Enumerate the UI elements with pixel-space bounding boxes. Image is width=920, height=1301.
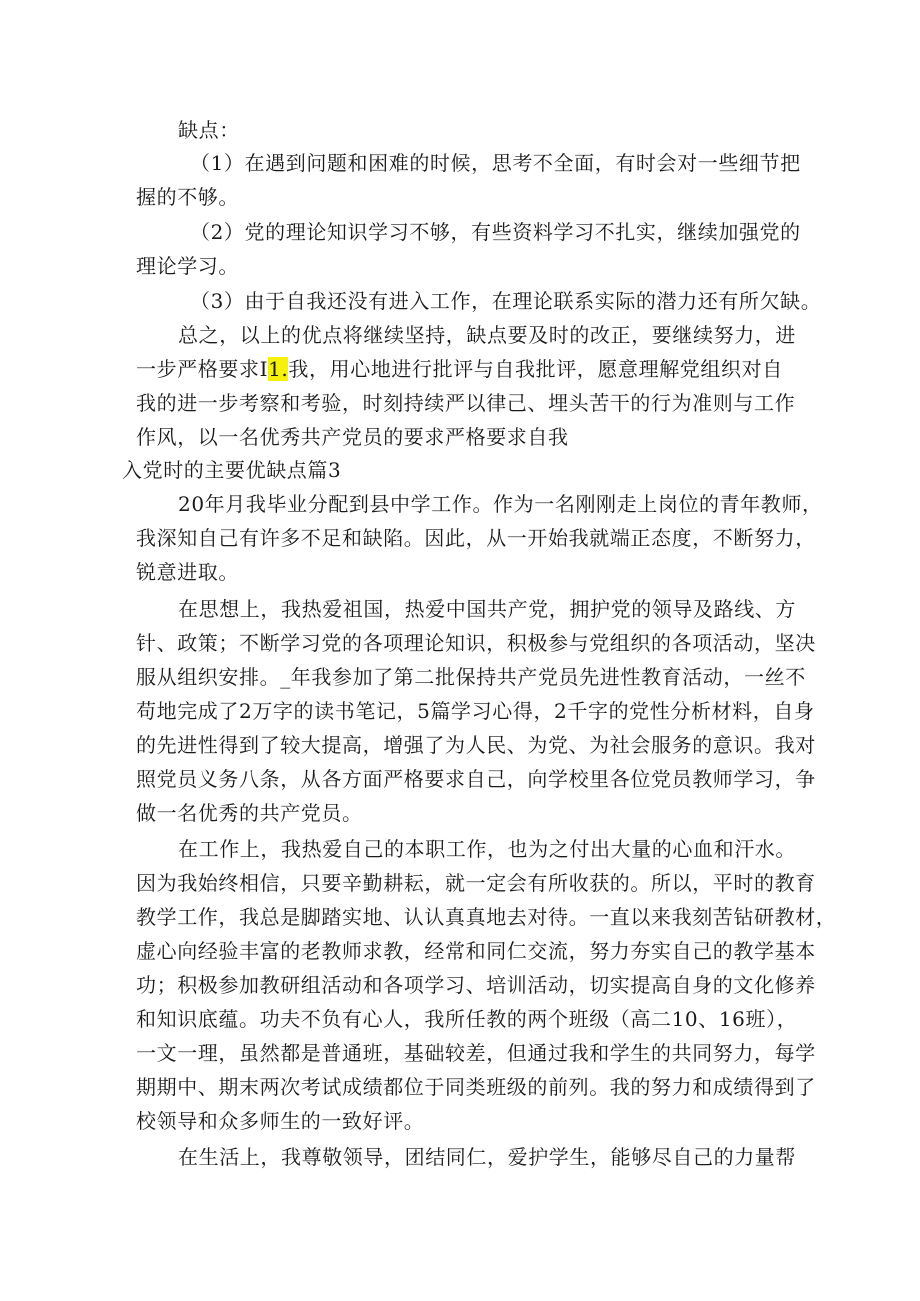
text-line: 的先进性得到了较大提高，增强了为人民、为党、为社会服务的意识。我对 [136,733,816,757]
text-line: 一文一理，虽然都是普通班，基础较差，但通过我和学生的共同努力，每学 [136,1041,816,1065]
text-line: 和知识底蕴。功夫不负有心人，我所任教的两个班级（高二10、16班）， [136,1007,798,1031]
text-segment: 一步严格要求I [136,357,269,381]
text-line: 苟地完成了2万字的读书笔记，5篇学习心得，2千字的党性分析材料，自身 [136,699,815,723]
text-line: 功；积极参加教研组活动和各项学习、培训活动，切实提高自身的文化修养 [136,973,816,997]
text-line: 我的进一步考察和考验，时刻持续严以律己、埋头苦干的行为准则与工作 [136,391,796,415]
text-line: 做一名优秀的共产党员。 [136,801,363,825]
text-line: （1）在遇到问题和困难的时候，思考不全面，有时会对一些细节把 [190,151,801,175]
text-line: 作风，以一名优秀共产党员的要求严格要求自我 [136,425,569,449]
text-line-with-highlight [136,356,783,382]
text-line: 校领导和众多师生的一致好评。 [136,1109,425,1133]
text-line: 教学工作，我总是脚踏实地、认认真真地去对待。一直以来我刻苦钻研教材， [136,905,837,929]
text-line: 虚心向经验丰富的老教师求教，经常和同仁交流，努力夯实自己的教学基本 [136,939,816,963]
text-line: 在生活上，我尊敬领导，团结同仁，爱护学生，能够尽自己的力量帮 [178,1145,796,1169]
section-heading: 入党时的主要优缺点篇3 [122,458,342,482]
text-line: 服从组织安排。_年我参加了第二批保持共产党员先进性教育活动，一丝不 [136,665,806,689]
text-line: 照党员义务八条，从各方面严格要求自己，向学校里各位党员教师学习，争 [136,767,816,791]
text-line: 握的不够。 [136,185,239,209]
text-line: （3）由于自我还没有进入工作，在理论联系实际的潜力还有所欠缺。 [190,289,822,313]
text-line: 在思想上，我热爱祖国，热爱中国共产党，拥护党的领导及路线、方 [178,597,796,621]
text-line: 锐意进取。 [136,560,239,584]
text-line: 我深知自己有许多不足和缺陷。因此，从一开始我就端正态度，不断努力， [136,526,816,550]
text-line: 在工作上，我热爱自己的本职工作，也为之付出大量的心血和汗水。 [178,837,796,861]
text-line: 理论学习。 [136,254,239,278]
text-line: 针、政策；不断学习党的各项理论知识，积极参与党组织的各项活动，坚决 [136,631,816,655]
text-line: 期期中、期末两次考试成绩都位于同类班级的前列。我的努力和成绩得到了 [136,1075,816,1099]
text-line: （2）党的理论知识学习不够，有些资料学习不扎实，继续加强党的 [190,220,801,244]
text-segment: 我，用心地进行批评与自我批评，愿意理解党组织对自 [288,357,783,381]
text-line: 20年月我毕业分配到县中学工作。作为一名刚刚走上岗位的青年教师， [178,492,823,516]
highlighted-text: 1. [268,357,289,381]
text-line: 缺点： [178,118,240,142]
text-line: 因为我始终相信，只要辛勤耕耘，就一定会有所收获的。所以，平时的教育 [136,871,816,895]
text-line: 总之，以上的优点将继续坚持，缺点要及时的改正，要继续努力，进 [178,323,796,347]
